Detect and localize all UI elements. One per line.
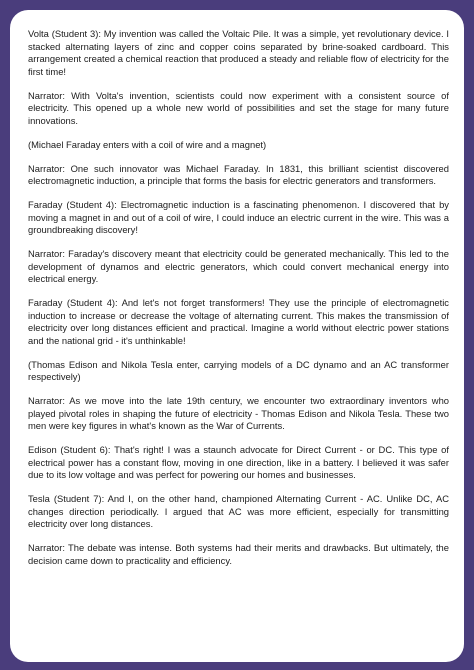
paragraph-narrator-debate: Narrator: The debate was intense. Both systems had their merits and drawbacks. But ultimately, the decision came down to practicality and efficiency. bbox=[28, 542, 449, 566]
paragraph-faraday-induction: Faraday (Student 4): Electromagnetic induction is a fascinating phenomenon. I discovered that by moving a magnet in and out of a coil of wire, I could induce an electric current in the wire. This was a groundbreaking discovery! bbox=[28, 199, 449, 235]
paragraph-tesla-ac: Tesla (Student 7): And I, on the other hand, championed Alternating Current - AC. Unlike DC, AC changes direction periodically. I argued that AC was more efficient, especially for transmitting electricity over long distances. bbox=[28, 493, 449, 529]
paragraph-volta: Volta (Student 3): My invention was called the Voltaic Pile. It was a simple, yet revolutionary device. I stacked alternating layers of zinc and copper coins separated by brine-soaked cardboard. This arrangement created a chemical reaction that produced a steady and reliable flow of electricity for the first time! bbox=[28, 28, 449, 77]
paragraph-narrator-generators: Narrator: Faraday's discovery meant that electricity could be generated mechanically. This led to the development of dynamos and electric generators, which could convert mechanical energy into electrical energy. bbox=[28, 248, 449, 284]
script-page bbox=[10, 10, 464, 662]
paragraph-narrator-war-of-currents: Narrator: As we move into the late 19th century, we encounter two extraordinary inventors who played pivotal roles in shaping the future of electricity - Thomas Edison and Nikola Tesla. These two men were key figures in what's known as the War of Currents. bbox=[28, 395, 449, 431]
stage-direction-edison-tesla-enter: (Thomas Edison and Nikola Tesla enter, carrying models of a DC dynamo and an AC transformer respectively) bbox=[28, 358, 449, 382]
paragraph-narrator-volta: Narrator: With Volta's invention, scientists could now experiment with a consistent source of electricity. This opened up a whole new world of possibilities and set the stage for many future innovations. bbox=[28, 89, 449, 126]
paragraph-narrator-faraday: Narrator: One such innovator was Michael Faraday. In 1831, this brilliant scientist discovered electromagnetic induction, a principle that forms the basis for electric generators and transformers. bbox=[28, 162, 449, 186]
paragraph-faraday-transformers: Faraday (Student 4): And let's not forget transformers! They use the principle of electromagnetic induction to increase or decrease the voltage of alternating current. This makes the transmission of electricity over long distances efficient and practical. Imagine a world without electric power stations and the national grid - it's unthinkable! bbox=[28, 297, 449, 346]
stage-direction-faraday-enters: (Michael Faraday enters with a coil of wire and a magnet) bbox=[28, 138, 267, 150]
paragraph-edison-dc: Edison (Student 6): That's right! I was a staunch advocate for Direct Current - or DC. This type of electrical power has a constant flow, moving in one direction, like in a battery. I believed it was safer due to its low voltage and was perfect for powering our homes and businesses. bbox=[28, 444, 449, 480]
